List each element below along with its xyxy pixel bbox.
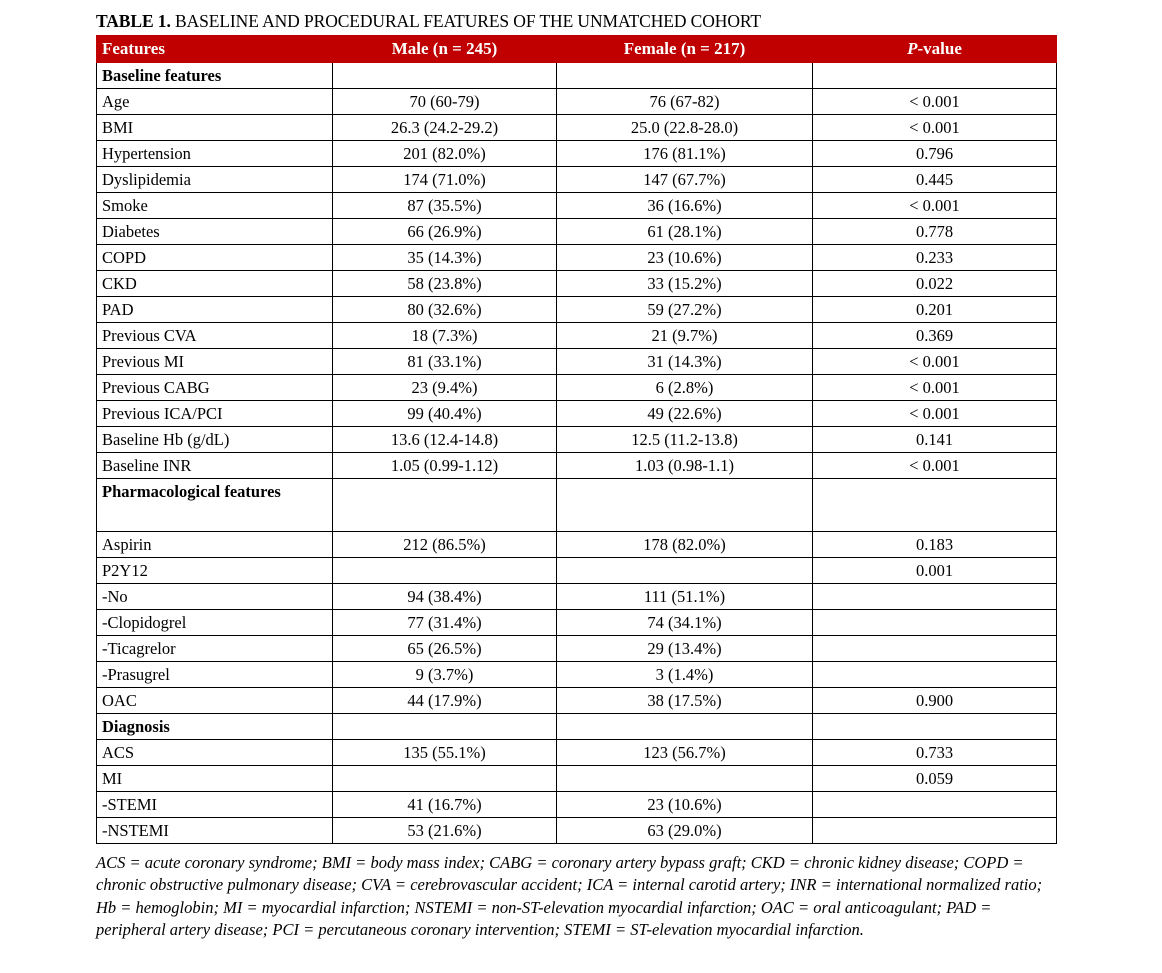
row-male-value: 18 (7.3%) — [333, 323, 557, 349]
row-pvalue: < 0.001 — [813, 89, 1057, 115]
row-female-value: 49 (22.6%) — [557, 401, 813, 427]
row-pvalue — [813, 63, 1057, 89]
table-row — [97, 453, 1057, 479]
row-female-value: 74 (34.1%) — [557, 610, 813, 636]
table-row — [97, 662, 1057, 688]
table-row — [97, 271, 1057, 297]
row-pvalue: < 0.001 — [813, 349, 1057, 375]
row-feature-label: Aspirin — [97, 532, 333, 558]
table-row — [97, 532, 1057, 558]
table-row — [97, 714, 1057, 740]
row-male-value — [333, 63, 557, 89]
row-female-value: 33 (15.2%) — [557, 271, 813, 297]
row-male-value — [333, 558, 557, 584]
table-row — [97, 427, 1057, 453]
row-feature-label: Baseline features — [97, 63, 333, 89]
row-male-value: 26.3 (24.2-29.2) — [333, 115, 557, 141]
row-male-value: 94 (38.4%) — [333, 584, 557, 610]
table-row — [97, 766, 1057, 792]
row-pvalue: 0.233 — [813, 245, 1057, 271]
table-row — [97, 63, 1057, 89]
column-header-female: Female (n = 217) — [557, 36, 813, 63]
table-row — [97, 167, 1057, 193]
row-pvalue: < 0.001 — [813, 401, 1057, 427]
row-female-value: 23 (10.6%) — [557, 792, 813, 818]
row-male-value — [333, 766, 557, 792]
row-female-value — [557, 63, 813, 89]
row-pvalue: < 0.001 — [813, 375, 1057, 401]
row-female-value: 29 (13.4%) — [557, 636, 813, 662]
row-male-value: 53 (21.6%) — [333, 818, 557, 844]
row-female-value — [557, 714, 813, 740]
row-feature-label: Baseline Hb (g/dL) — [97, 427, 333, 453]
row-female-value: 6 (2.8%) — [557, 375, 813, 401]
table-row — [97, 89, 1057, 115]
table-row — [97, 375, 1057, 401]
row-feature-label: -NSTEMI — [97, 818, 333, 844]
row-feature-label: OAC — [97, 688, 333, 714]
row-pvalue — [813, 584, 1057, 610]
table-header — [97, 36, 1057, 63]
row-pvalue: 0.733 — [813, 740, 1057, 766]
row-female-value: 31 (14.3%) — [557, 349, 813, 375]
row-pvalue: < 0.001 — [813, 115, 1057, 141]
row-male-value: 81 (33.1%) — [333, 349, 557, 375]
row-feature-label: -Ticagrelor — [97, 636, 333, 662]
row-male-value: 201 (82.0%) — [333, 141, 557, 167]
row-female-value: 178 (82.0%) — [557, 532, 813, 558]
row-female-value: 63 (29.0%) — [557, 818, 813, 844]
row-pvalue: < 0.001 — [813, 193, 1057, 219]
row-pvalue — [813, 662, 1057, 688]
row-male-value: 77 (31.4%) — [333, 610, 557, 636]
row-pvalue: 0.183 — [813, 532, 1057, 558]
row-feature-label: CKD — [97, 271, 333, 297]
row-feature-label: -Clopidogrel — [97, 610, 333, 636]
row-male-value: 65 (26.5%) — [333, 636, 557, 662]
row-feature-label: Age — [97, 89, 333, 115]
row-feature-label: Previous CABG — [97, 375, 333, 401]
row-male-value: 80 (32.6%) — [333, 297, 557, 323]
row-pvalue: 0.141 — [813, 427, 1057, 453]
table-body — [97, 63, 1057, 844]
row-female-value — [557, 558, 813, 584]
table-row — [97, 479, 1057, 532]
row-female-value: 176 (81.1%) — [557, 141, 813, 167]
row-male-value: 13.6 (12.4-14.8) — [333, 427, 557, 453]
row-feature-label: Pharmacological features — [97, 479, 333, 532]
row-feature-label: -STEMI — [97, 792, 333, 818]
row-pvalue: 0.369 — [813, 323, 1057, 349]
row-feature-label: Hypertension — [97, 141, 333, 167]
row-pvalue: < 0.001 — [813, 453, 1057, 479]
row-female-value: 59 (27.2%) — [557, 297, 813, 323]
row-female-value: 25.0 (22.8-28.0) — [557, 115, 813, 141]
row-feature-label: ACS — [97, 740, 333, 766]
table-row — [97, 141, 1057, 167]
row-pvalue: 0.796 — [813, 141, 1057, 167]
table-row — [97, 740, 1057, 766]
page-title — [96, 10, 1056, 32]
row-female-value — [557, 766, 813, 792]
row-male-value: 135 (55.1%) — [333, 740, 557, 766]
pvalue-rest: -value — [917, 38, 962, 58]
table-row — [97, 636, 1057, 662]
row-pvalue: 0.001 — [813, 558, 1057, 584]
row-feature-label: MI — [97, 766, 333, 792]
table-row — [97, 401, 1057, 427]
row-female-value: 3 (1.4%) — [557, 662, 813, 688]
column-header-pvalue — [813, 36, 1057, 63]
row-female-value: 23 (10.6%) — [557, 245, 813, 271]
table-title-text: BASELINE AND PROCEDURAL FEATURES OF THE UNMATCHED COHORT — [170, 11, 761, 31]
row-female-value: 61 (28.1%) — [557, 219, 813, 245]
row-male-value — [333, 714, 557, 740]
table-row — [97, 115, 1057, 141]
table-row — [97, 584, 1057, 610]
table-row — [97, 558, 1057, 584]
row-pvalue: 0.445 — [813, 167, 1057, 193]
row-female-value: 123 (56.7%) — [557, 740, 813, 766]
baseline-features-table — [96, 35, 1057, 844]
row-female-value: 12.5 (11.2-13.8) — [557, 427, 813, 453]
row-feature-label: Diagnosis — [97, 714, 333, 740]
row-male-value — [333, 479, 557, 532]
table-number: TABLE 1. — [96, 11, 171, 31]
table-row — [97, 610, 1057, 636]
row-feature-label: BMI — [97, 115, 333, 141]
row-female-value: 1.03 (0.98-1.1) — [557, 453, 813, 479]
row-male-value: 41 (16.7%) — [333, 792, 557, 818]
table-row — [97, 245, 1057, 271]
row-feature-label: -No — [97, 584, 333, 610]
row-male-value: 9 (3.7%) — [333, 662, 557, 688]
table-row — [97, 792, 1057, 818]
row-feature-label: -Prasugrel — [97, 662, 333, 688]
row-female-value: 147 (67.7%) — [557, 167, 813, 193]
row-pvalue — [813, 479, 1057, 532]
row-pvalue: 0.900 — [813, 688, 1057, 714]
row-female-value: 111 (51.1%) — [557, 584, 813, 610]
row-pvalue: 0.201 — [813, 297, 1057, 323]
row-feature-label: Dyslipidemia — [97, 167, 333, 193]
row-pvalue — [813, 610, 1057, 636]
row-male-value: 1.05 (0.99-1.12) — [333, 453, 557, 479]
row-male-value: 174 (71.0%) — [333, 167, 557, 193]
row-female-value — [557, 479, 813, 532]
row-male-value: 35 (14.3%) — [333, 245, 557, 271]
table-row — [97, 297, 1057, 323]
table-row — [97, 818, 1057, 844]
table-header-row — [97, 36, 1057, 63]
row-female-value: 76 (67-82) — [557, 89, 813, 115]
row-pvalue — [813, 714, 1057, 740]
row-pvalue — [813, 636, 1057, 662]
row-male-value: 66 (26.9%) — [333, 219, 557, 245]
row-feature-label: Baseline INR — [97, 453, 333, 479]
row-feature-label: Diabetes — [97, 219, 333, 245]
row-male-value: 99 (40.4%) — [333, 401, 557, 427]
row-pvalue: 0.059 — [813, 766, 1057, 792]
row-male-value: 212 (86.5%) — [333, 532, 557, 558]
row-feature-label: Previous CVA — [97, 323, 333, 349]
table-row — [97, 323, 1057, 349]
row-feature-label: COPD — [97, 245, 333, 271]
row-male-value: 87 (35.5%) — [333, 193, 557, 219]
row-pvalue — [813, 792, 1057, 818]
column-header-male: Male (n = 245) — [333, 36, 557, 63]
row-feature-label: Previous MI — [97, 349, 333, 375]
row-female-value: 36 (16.6%) — [557, 193, 813, 219]
row-pvalue: 0.778 — [813, 219, 1057, 245]
row-feature-label: Smoke — [97, 193, 333, 219]
row-male-value: 23 (9.4%) — [333, 375, 557, 401]
row-feature-label: Previous ICA/PCI — [97, 401, 333, 427]
table-footnote: ACS = acute coronary syndrome; BMI = body mass index; CABG = coronary artery bypass graft; CKD = chronic kidney disease; COPD = chronic obstructive pulmonary disease; CVA = cerebrovascular accident; ICA = internal carotid artery; INR = international normalized ratio; Hb = hemoglobin; MI = myocardial infarction; NSTEMI = non-ST-elevation myocardial infarction; OAC = oral anticoagulant; PAD = peripheral artery disease; PCI = percutaneous coronary intervention; STEMI = ST-elevation myocardial infarction. — [96, 853, 1043, 940]
table-row — [97, 688, 1057, 714]
row-pvalue: 0.022 — [813, 271, 1057, 297]
table-row — [97, 349, 1057, 375]
table-row — [97, 193, 1057, 219]
row-male-value: 70 (60-79) — [333, 89, 557, 115]
row-feature-label: P2Y12 — [97, 558, 333, 584]
column-header-features: Features — [97, 36, 333, 63]
row-female-value: 21 (9.7%) — [557, 323, 813, 349]
table-row — [97, 219, 1057, 245]
row-male-value: 58 (23.8%) — [333, 271, 557, 297]
pvalue-italic-p: P — [907, 38, 918, 58]
row-pvalue — [813, 818, 1057, 844]
row-feature-label: PAD — [97, 297, 333, 323]
row-female-value: 38 (17.5%) — [557, 688, 813, 714]
row-male-value: 44 (17.9%) — [333, 688, 557, 714]
